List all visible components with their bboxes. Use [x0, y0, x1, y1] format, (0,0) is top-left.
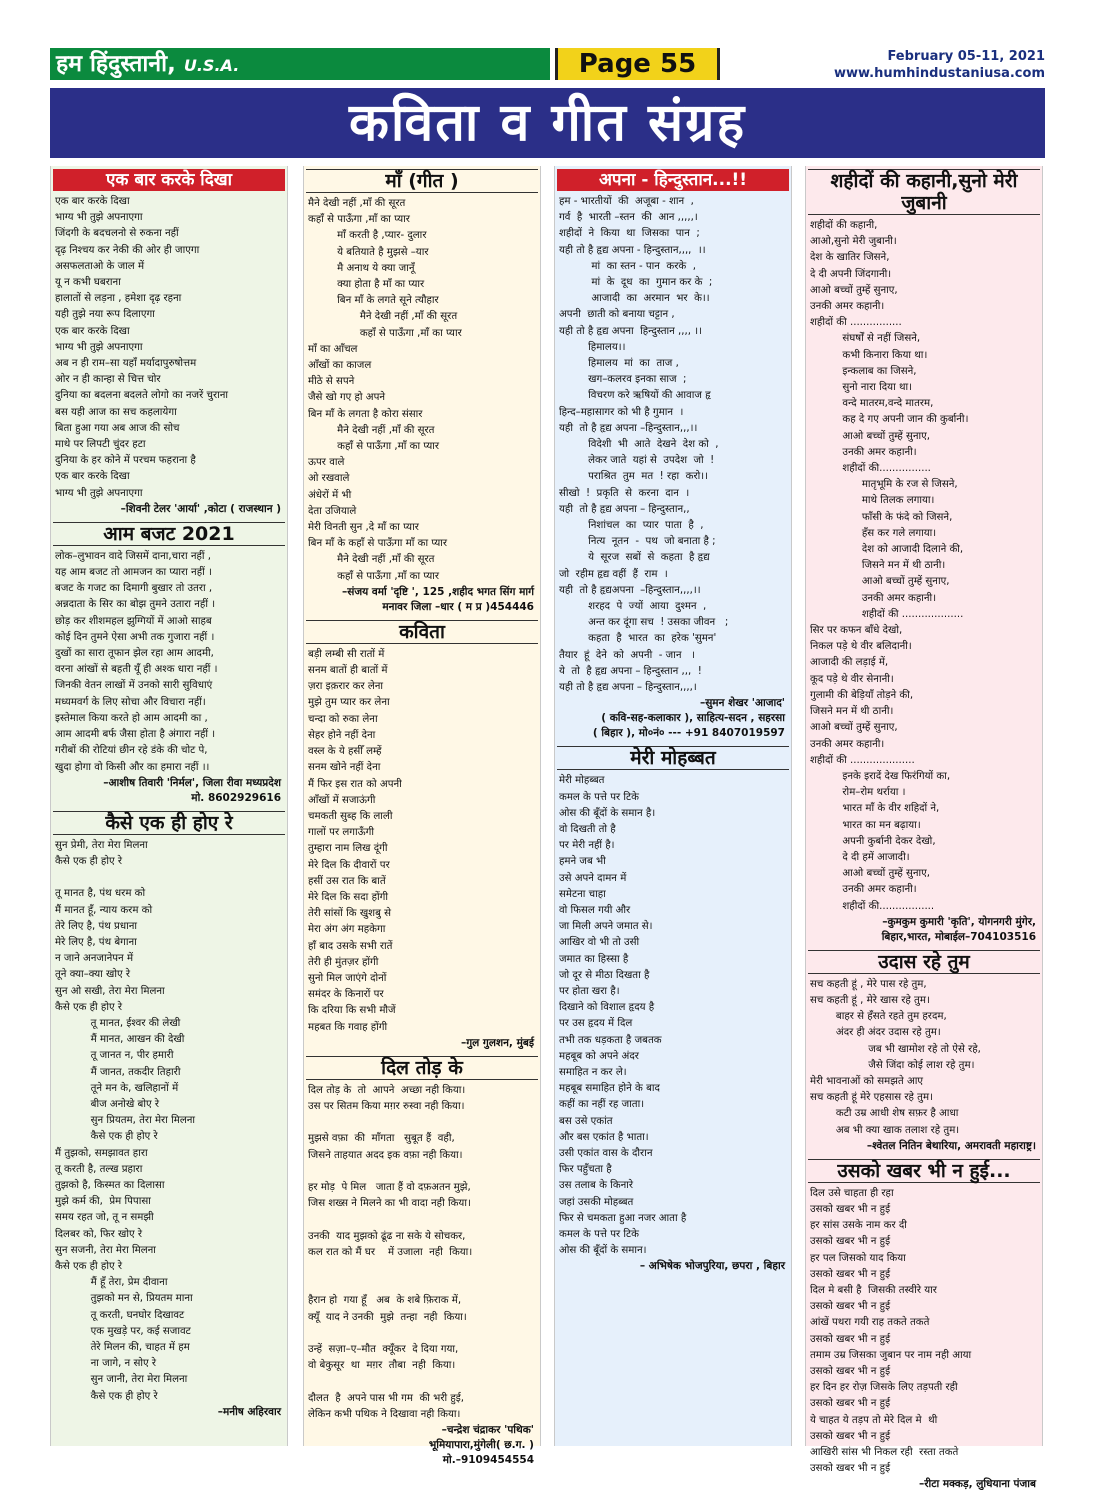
column-4 [805, 166, 1043, 1491]
poem [51, 169, 287, 519]
poem [304, 620, 540, 1053]
poem [806, 950, 1042, 1156]
brand-suffix: U.S.A. [183, 56, 240, 75]
poem-text: मैने देखी नहीं ,माँ की सूरत कहाँ से पाऊँगा ,माँ का प्यार माँ करती है ,प्यार- दुलार ये बतियाते है मुझसे –यार मै अनाथ ये क्या जानूँ क्या होता है माँ का प्यार बिन माँ के लगते सूने त्यौहार मैने देखी नहीं ,माँ की सूरत कहाँ से पाऊँगा ,माँ का प्यार माँ का आँचल आँखों का काजल मीठे से सपने जैसे खो गए हो अपने बिन माँ के लगता है कोरा संसार मैने देखी नहीं ,माँ की सूरत कहाँ से पाऊँगा ,माँ का प्यार ऊपर वाले ओ रखवाले अंधेरों में भी देता उजियाले मेरी विनती सुन ,दे माँ का प्यार बिन माँ के कहाँ से पाऊँगा माँ का प्यार मैने देखी नहीं ,माँ की सूरत कहाँ से पाऊँगा ,माँ का प्यार [308, 198, 462, 582]
poem [555, 169, 791, 743]
website-link[interactable]: www.humhindustaniusa.com [833, 66, 1045, 81]
column-3 [554, 166, 792, 1446]
poem-title: आम बजट 2021 [53, 522, 285, 546]
poem [304, 169, 540, 617]
poem-author: –संजय वर्मा 'दृष्टि ', 125 ,शहीद भगत सिंग मार्ग मनावर जिला –धार ( म प्र )454446 [342, 585, 534, 613]
poem-text: एक बार करके दिखा भाग्य भी तुझे अपनाएगा जिंदगी के बदचलनो से रुकना नहीं दृढ़ निश्चय कर नेकी की ओर ही जाएगा असफलताओ के जाल में यू न कभी घबराना हालातों से लड़ना , हमेशा दृढ़ रहना यही तुझे नया रूप दिलाएगा एक बार करके दिखा भाग्य भी तुझे अपनाएगा अब न ही राम–सा यहाँ मर्यादापुरुषोत्तम ओर न ही कान्हा से चित्त चोर दुनिया का बदलना बदलते लोगो का नजरें चुराना बस यही आज का सच कहलायेगा बिता हुआ गया अब आज की सोच माथे पर लिपटी चुंदर हटा दुनिया के हर कोने में परचम फहराना है एक बार करके दिखा भाग्य भी तुझे अपनाएगा [55, 196, 229, 499]
poem-title: शहीदों की कहानी,सुनो मेरी जुबानी [808, 169, 1040, 215]
poem [555, 746, 791, 1276]
poem-author: –सुमन शेखर 'आजाद' ( कवि-सह-कलाकार ), साहित्य-सदन , सहरसा ( बिहार ), मो०नं० --- +91 8407019597 [592, 697, 785, 740]
issue-date: February 05-11, 2021 [887, 49, 1045, 64]
masthead [50, 48, 1045, 82]
poem-text: दिल उसे चाहता ही रहा उसको खबर भी न हुई हर सांस उसके नाम कर दी उसको खबर भी न हुई हर पल जिसको याद किया उसको खबर भी न हुई दिल मे बसी है जिसकी तस्वीरे यार उसको खबर भी न हुई आंखें पथरा गयी राह तकते तकते उसको खबर भी न हुई तमाम उम्र जिसका जुबान पर नाम नही आया उसको खबर भी न हुई हर दिन हर रोज़ जिसके लिए तड़पती रही उसको खबर भी न हुई ये चाहत ये तड़प तो मेरे दिल मे थी उसको खबर भी न हुई आखिरी सांस भी निकल रही रस्ता तकते उसको खबर भी न हुई [810, 1187, 972, 1475]
poem-title: उसको खबर भी न हुई... [808, 1159, 1040, 1183]
poem-author: –गुल गुलशन, मुंबई [460, 1036, 534, 1049]
brand-bar [50, 48, 550, 80]
page-number: Page 55 [555, 48, 720, 80]
poem-author: –शिवनी टेलर 'आर्या' ,कोटा ( राजस्थान ) [120, 502, 281, 515]
poem-text: बड़ी लम्बी सी रातों में सनम बातों ही बातों में ज़रा इक़रार कर लेना मुझे तुम प्यार कर लेना चन्दा को रुका लेना सेहर होने नहीं देना वस्ल के ये हसीँ लम्हें सनम खोने नहीं देना मैं फिर इस रात को अपनी आँखों में सजाऊंगी चमकती सुब्ह कि लाली गालों पर लगाऊँगी तुम्हारा नाम लिख दूंगी मेरे दिल कि दीवारों पर हसीं उस रात कि बातें मेरे दिल कि सदा होंगी तेरी सांसों कि खुशबु से मेरा अंग अंग महकेगा हाँ बाद उसके सभी रातें तेरी ही मुंतज़र होंगी सुनो मिल जाएंगे दोनों समंदर के किनारों पर कि दरिया कि सभी मौजें महबत कि गवाह होंगी [308, 648, 402, 1033]
poem-author: –श्वेतल नितिन बेथारिया, अमरावती महाराष्ट्र। [866, 1139, 1036, 1152]
poem-author: –कुमकुम कुमारी 'कृति', योगनगरी मुंगेर, बिहार,भारत, मोबाईल–704103516 [881, 915, 1036, 943]
poem-text: मेरी मोहब्बत कमल के पत्ते पर टिके ओस की बूँदों के समान है। वो दिखती तो है पर मेरी नहीं है। हमने जब भी उसे अपने दामन में समेटना चाहा वो फिसल गयी और जा मिली अपने जमात से। आखिर वो भी तो उसी जमात का हिस्सा है जो दूर से मीठा दिखता है पर होता खरा है। दिखाने को विशाल हृदय है पर उस हृदय में दिल तभी तक धड़कता है जबतक महबूब को अपने अंदर समाहित न कर ले। महबूब समाहित होने के बाद कहीं का नहीं रह जाता। बस उसे एकांत और बस एकांत है भाता। उसी एकांत वास के दौरान फिर पहुँचता है उस तलाब के किनारे जहां उसकी मोहब्बत फिर से चमकता हुआ नजर आता है कमल के पत्ते पर टिके ओस की बूँदों के समान। [559, 775, 687, 1257]
poem-author: – अभिषेक भोजपुरिया, छपरा , बिहार [639, 1260, 785, 1273]
poem [51, 811, 287, 1422]
poem-title: एक बार करके दिखा [53, 169, 285, 191]
poem [806, 169, 1042, 947]
poem-text: शहीदों की कहानी, आओ,सुनो मेरी जुबानी। देश के खातिर जिसने, दे दी अपनी जिंदगानी। आओ बच्चों तुम्हें सुनाए, उनकी अमर कहानी। शहीदों की ................ संघर्षों से नहीं जिसने, कभी किनारा किया था। इन्कलाब का जिसने, सुनो नारा दिया था। वन्दे मातरम,वन्दे मातरम, कह दे गए अपनी जान की कुर्बानी। आओ बच्चों तुम्हें सुनाए, उनकी अमर कहानी। शहीदों की................ मातृभूमि के रज से जिसने, माथे तिलक लगाया। फाँसी के फंदे को जिसने, हँस कर गले लगाया। देश को आजादी दिलाने की, जिसने मन में थी ठानी। आओ बच्चों तुम्हें सुनाए, उनकी अमर कहानी। शहीदों की ................... सिर पर कफन बाँधे देखो, निकल पड़े थे वीर बलिदानी। आजादी की लड़ाई में, कूद पड़े थे वीर सेनानी। गुलामी की बेड़ियाँ तोड़ने की, जिसने मन में थी ठानी। आओ बच्चों तुम्हें सुनाए, उनकी अमर कहानी। शहीदों की .................... इनके इरादें देख फिरंगियों का, रोम–रोम थर्राया । भारत माँ के वीर शहिदों ने, भारत का मन बढ़ाया। अपनी कुर्बानी देकर देखो, दे दी हमें आजादी। आओ बच्चों तुम्हें सुनाए, उनकी अमर कहानी। शहीदों की................. [810, 220, 969, 912]
poem-author: –आशीष तिवारी 'निर्मल', जिला रीवा मध्यप्रदेश मो. 8602929616 [103, 776, 281, 804]
column-2 [303, 166, 541, 1467]
column-1 [50, 166, 288, 1446]
poem-text: हम - भारतीयों की अजूबा - शान , गर्व है भारती –स्तन की आन ,,,,,। शहीदों ने किया था जिसका पान ; यही तो है हृद्य अपना - हिन्दुस्तान,,,, ।। मां का स्तन - पान करके , मां के दूध का गुमान कर के ; आजादी का अरमान भर के।। अपनी छाती को बनाया चट्टान , यही तो है हृद्य अपना हिन्दुस्तान ,,,, ।। हिमालय।। हिमालय मां का ताज , खग–कलरव इनका साज ; विचरण करे ऋषियों की आवाज हृ हिन्द–महासागर को भी है गुमान । यही तो है हृद्य अपना –हिन्दुस्तान,,,।। विदेशी भी आते देखने देश को , लेकर जाते यहां से उपदेश जो ! पराश्रित तुम मत ! रहा करो।। सीखो ! प्रकृति से करना दान । यही तो है हृद्य अपना – हिन्दुस्तान,, निशांचल का प्यार पाता है , नित्य नूतन - पथ जो बनाता है ; ये सूरज सबों से कहता है हृद्य जो रहीम हृद्य वहीं हैं राम । यही तो है हृद्यअपना –हिन्दुस्तान,,,,।। शरहद पे ज्यों आया दुश्मन , अन्त कर दूंगा सच ! उसका जीवन ; कहता है भारत का हरेक 'सुमन' तैयार हूं देने को अपनी - जान । ये तो है हृद्य अपना – हिन्दुस्तान ,,, ! यही तो है हृद्य अपना – हिन्दुस्तान,,,,। [559, 196, 729, 694]
poem-title: माँ (गीत ) [306, 169, 538, 193]
poem-text: सच कहती हूं , मेरे पास रहे तुम, सच कहती हूं , मेरे खास रहे तुम। बाहर से हँसते रहते तुम हरदम, अंदर ही अंदर उदास रहे तुम। जब भी खामोश रहे तो ऐसे रहे, जैसे जिंदा कोई लाश रहे तुम। मेरी भावनाओं को समझते आए सच कहती हूं मेरे एहसास रहे तुम। कटी उम्र आधी शेष सफ़र है आधा अब भी क्या खाक तलाश रहे तुम। [810, 978, 981, 1136]
poem [304, 1056, 540, 1470]
poem-title: उदास रहे तुम [808, 950, 1040, 974]
brand-name: हम हिंदुस्तानी, [56, 51, 176, 77]
poem [806, 1159, 1042, 1494]
poem-title: कविता [306, 620, 538, 644]
poem [51, 522, 287, 808]
poem-author: –चन्द्रेश चंद्राकर 'पथिक' भूमियापारा,मुंगेली( छ.ग. ) मो.–9109454554 [428, 1424, 534, 1467]
poem-title: कैसे एक ही होए रे [53, 811, 285, 835]
poem-author: –रीटा मक्कड़, लुधियाना पंजाब [918, 1478, 1036, 1491]
poem-title: दिल तोड़ के [306, 1056, 538, 1080]
poem-text: दिल तोड़ के तो आपने अच्छा नही किया। उस पर सितम किया मग़र रुस्वा नही किया। मुझसे वफ़ा की माँगता सुबूत हैं वही, जिसने ताहयात अदद इक वफ़ा नही किया। हर मोड़ पे मिल जाता हैं वो दफ़अतन मुझे, जिस शख्स ने मिलने का भी वादा नही किया। उनकी याद मुझको ढूंढ ना सके ये सोचकर, कल रात को मैं घर में उजाला नही किया। हैरान हो गया हूँ अब के शबे फ़िराक में, क्यूँ याद ने उनकी मुझे तन्हा नही किया। उन्हें सज़ा–ए–मौत क्यूँकर दे दिया गया, वो बेकुसूर था मग़र तौबा नही किया। दौलत है अपने पास भी गम की भरी हुई, लेकिन कभी पथिक ने दिखावा नही किया। [308, 1084, 473, 1420]
poem-text: सुन प्रेमी, तेरा मेरा मिलना कैसे एक ही होए रे तू मानत है, पंथ धरम को मैं मानत हूँ, न्याय करम को तेरे लिए है, पंथ प्रधाना मेरे लिए है, पंथ बेगाना न जाने अनजानेपन में तूने क्या–क्या खोए रे सुन ओ सखी, तेरा मेरा मिलना कैसे एक ही होए रे तू मानत, ईश्वर की लेखी मैं मानत, आखन की देखी तू जानत न, पीर हमारी मैं जानत, तकदीर तिहारी तूने मन के, खलिहानों में बीज अनोखे बोए रे सुन प्रियतम, तेरा मेरा मिलना कैसे एक ही होए रे मैं तुझको, समझावत हारा तू करती है, तल्ख प्रहारा तुझको है, किस्मत का दिलासा मुझे कर्म की, प्रेम पिपासा समय रहत जो, तू न समझी दिलबर को, फिर खोए रे सुन सजनी, तेरा मेरा मिलना कैसे एक ही होए रे मैं हूँ तेरा, प्रेम दीवाना तुझको मन से, प्रियतम माना तू करती, घनघोर दिखावट एक मुखड़े पर, कई सजावट तेरे मिलन की, चाहत में हम ना जागे, न सोए रे सुन जानी, तेरा मेरा मिलना कैसे एक ही होए रे [55, 839, 196, 1402]
section-banner: कविता व गीत संग्रह [50, 88, 1045, 158]
poem-text: लोक–लुभावन वादे जिसमें दाना,चारा नहीं , यह आम बजट तो आमजन का प्यारा नहीं । बजट के गजट का दिमागी बुखार तो उतरा , अन्नदाता के सिर का बोझ तुमने उतारा नहीं । छोड़ कर शीशमहल झुग्गियों में आओ साहब कोई दिन तुमने ऐसा अभी तक गुजारा नहीं । दुखों का सारा तूफान झेल रहा आम आदमी, वरना आंखों से बहती यूँ ही अश्क धारा नहीं । जिनकी वेतन लाखों में उनको सारी सुविधाएं मध्यमवर्ग के लिए सोचा और विचारा नहीं। इस्तेमाल किया करते हो आम आदमी का , आम आदमी बर्फ जैसा होता है अंगारा नहीं । गरीबों की रोटियां छीन रहे डंके की चोट पे, खुदा होगा वो किसी और का हमारा नहीं ।। [55, 550, 218, 773]
date-block [834, 48, 1045, 82]
poem-author: –मनीष अहिरवार [217, 1405, 281, 1418]
poem-title: अपना - हिन्दुस्तान...!! [557, 169, 789, 191]
poem-title: मेरी मोहब्बत [557, 746, 789, 770]
